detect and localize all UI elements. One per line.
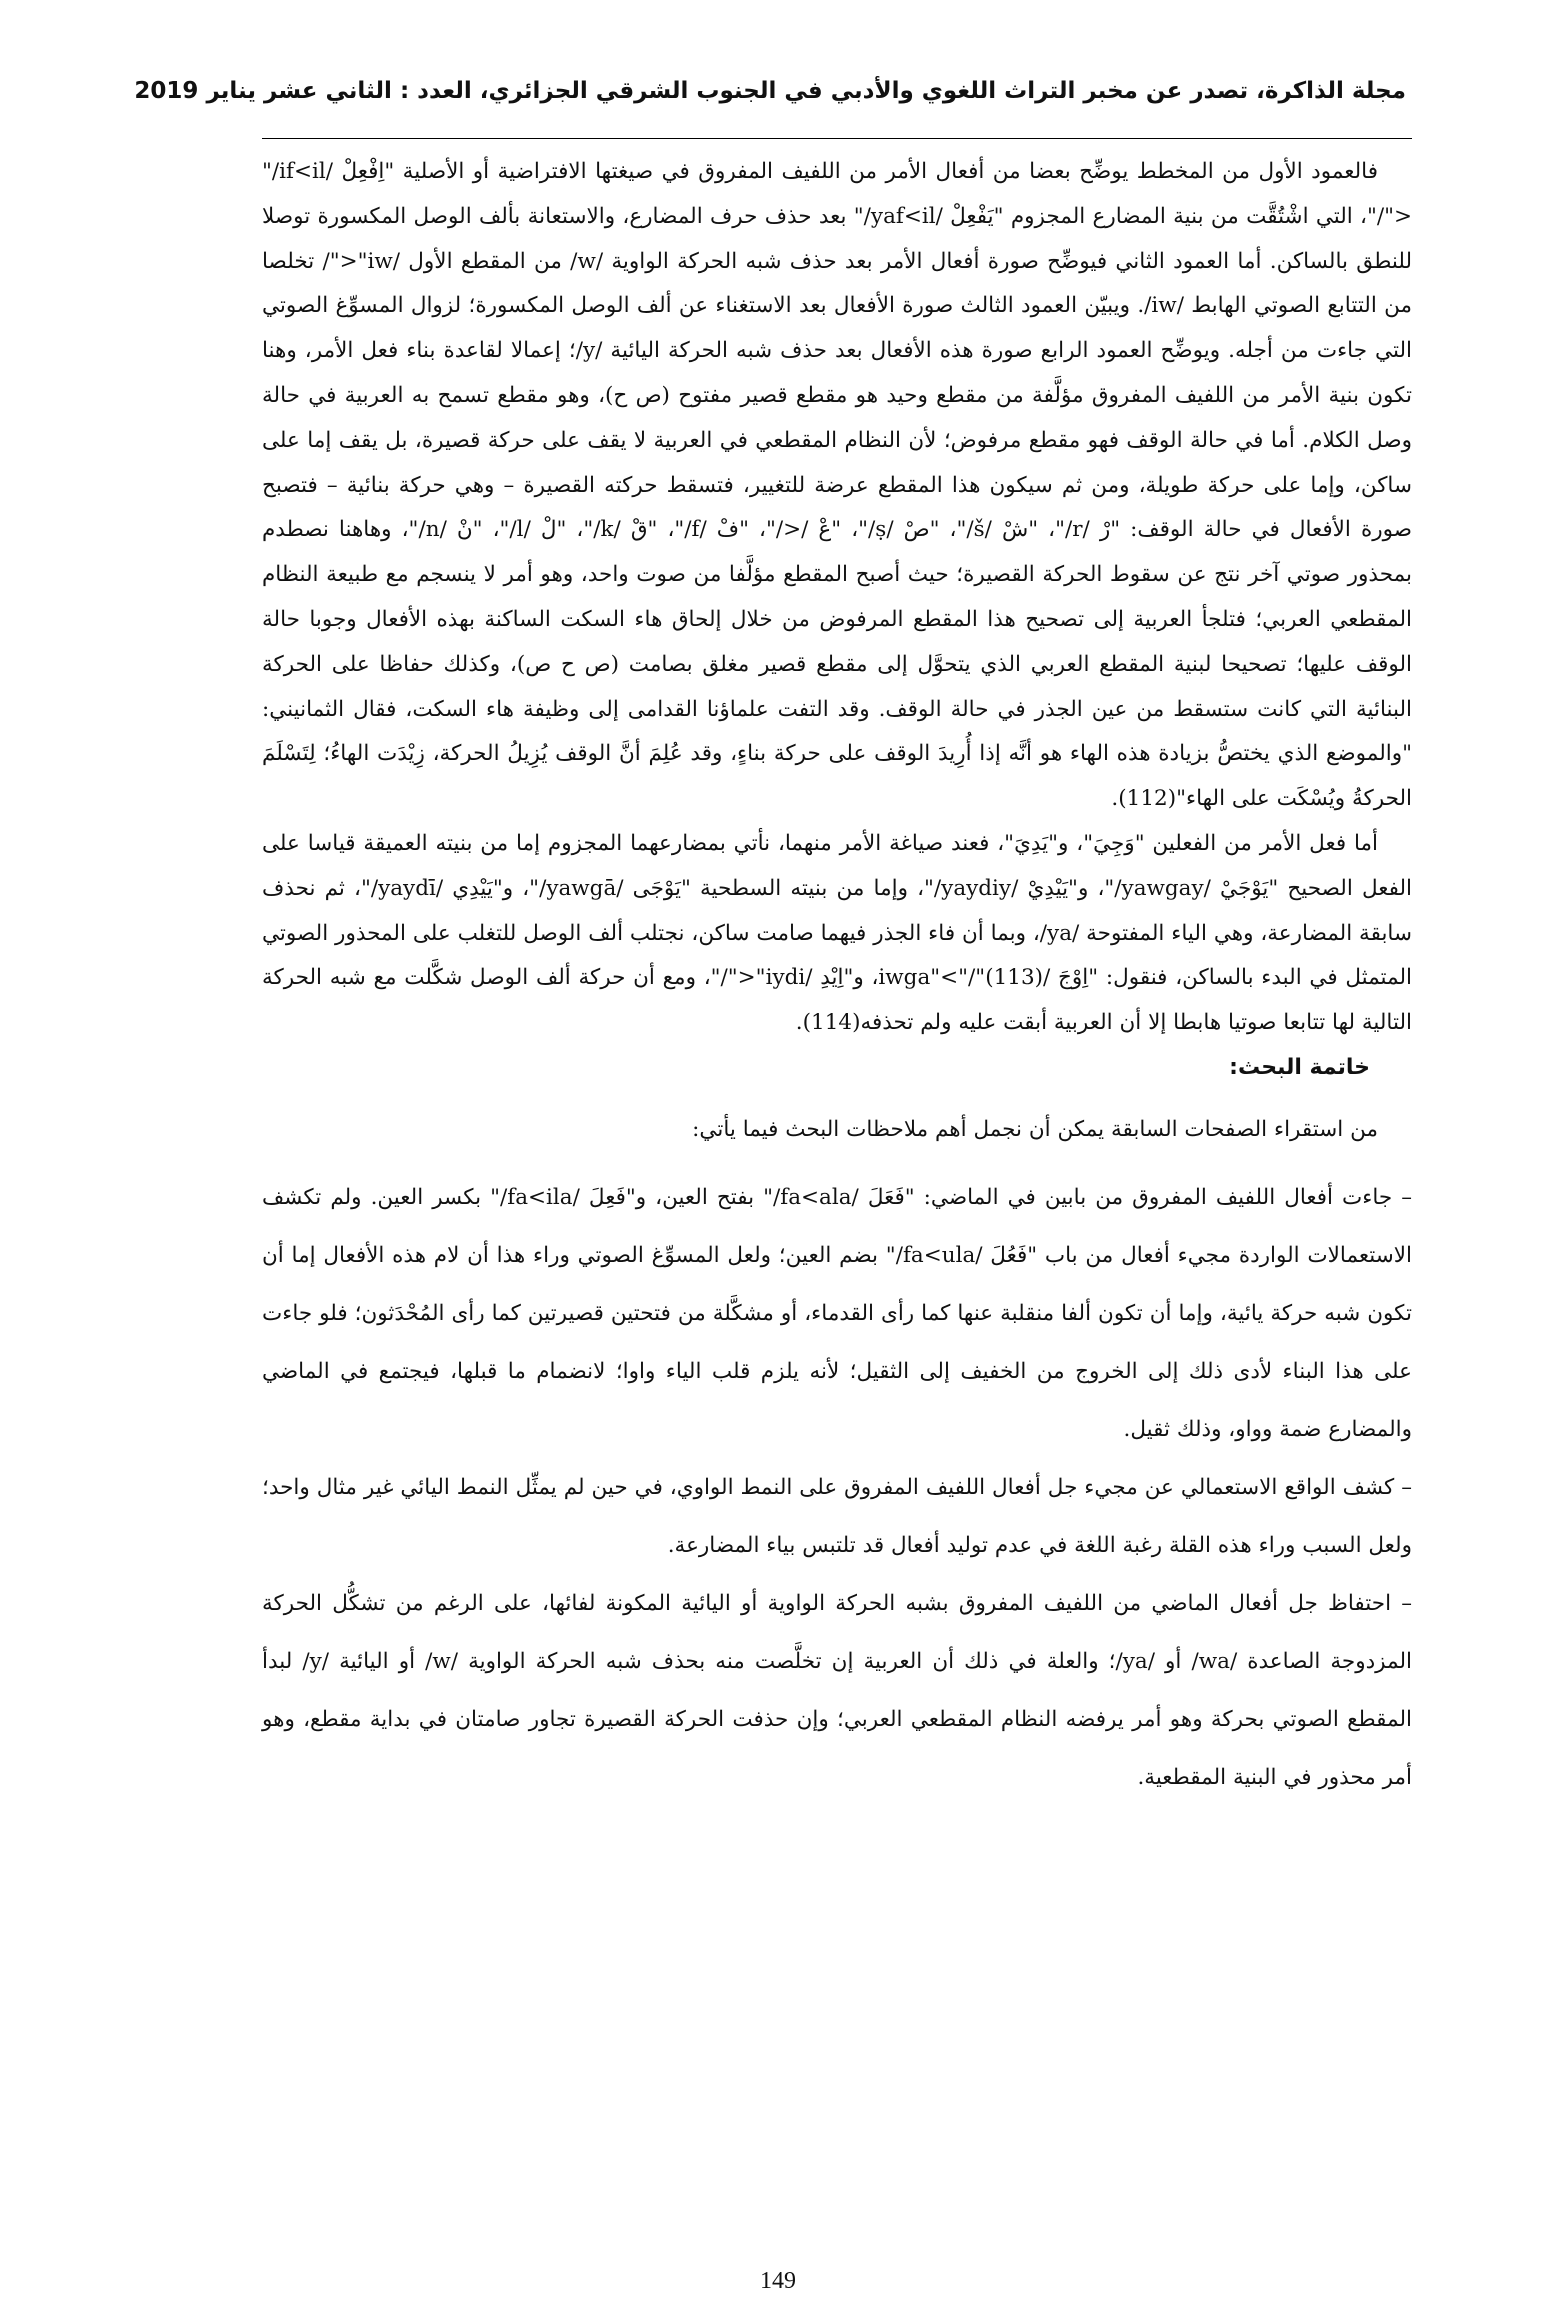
- conclusion-heading: خاتمة البحث:: [1229, 1054, 1370, 1080]
- conclusion-point: – جاءت أفعال اللفيف المفروق من بابين في الماضي: "فَعَلَ /fa<ala/" بفتح العين، و"فَعِلَ /fa<ila/" بكسر العين. ولم تكشف الاستعمالات الواردة مجيء أفعال من باب "فَعُلَ /fa<ula/" بضم العين؛ ولعل المسوِّغ الصوتي وراء هذا أن لام هذه الأفعال إما أن تكون شبه حركة يائية، وإما أن تكون ألفا منقلبة عنها كما رأى القدماء، أو مشكَّلة من فتحتين قصيرتين كما رأى المُحْدَثون؛ فلو جاءت على هذا البناء لأدى ذلك إلى الخروج من الخفيف إلى الثقيل؛ لأنه يلزم قلب الياء واوا؛ لانضمام ما قبلها، فيجتمع في الماضي والمضارع ضمة وواو، وذلك ثقيل.: [262, 1184, 1412, 1442]
- paragraph: أما فعل الأمر من الفعلين "وَجِيَ"، و"يَدِيَ"، فعند صياغة الأمر منهما، نأتي بمضارعهما المجزوم إما من بنيته العميقة قياسا على الفعل الصحيح "يَوْجَيْ /yawgay/"، و"يَيْدِيْ /yaydiy/"، وإما من بنيته السطحية "يَوْجَى /yawgā/"، و"يَيْدِي /yaydī/"، ثم نحذف سابقة المضارعة، وهي الياء المفتوحة /ya/، وبما أن فاء الجذر فيهما صامت ساكن، نجتلب ألف الوصل للتغلب على المحذور الصوتي المتمثل في البدء بالساكن، فنقول: "اِوْجَ /iwga"<"/"(113)، و"اِيْدِ /iydi"<"/"، ومع أن حركة ألف الوصل شكَّلت مع شبه الحركة التالية لها تتابعا صوتيا هابطا إلا أن العربية أبقت عليه ولم تحذفه(114).: [262, 830, 1412, 1036]
- conclusion-point: – كشف الواقع الاستعمالي عن مجيء جل أفعال اللفيف المفروق على النمط الواوي، في حين لم يمثِّل النمط اليائي غير مثال واحد؛ ولعل السبب وراء هذه القلة رغبة اللغة في عدم توليد أفعال قد تلتبس بياء المضارعة.: [262, 1474, 1412, 1558]
- paragraph: فالعمود الأول من المخطط يوضِّح بعضا من أفعال الأمر من اللفيف المفروق في صيغتها الافتراضية أو الأصلية "اِفْعِلْ /if<il/"<"/"، التي اشْتُقَّت من بنية المضارع المجزوم "يَفْعِلْ /yaf<il/" بعد حذف حرف المضارع، والاستعانة بألف الوصل المكسورة توصلا للنطق بالساكن. أما العمود الثاني فيوضِّح صورة أفعال الأمر بعد حذف شبه الحركة الواوية /w/ من المقطع الأول /iw"<"/ تخلصا من التتابع الصوتي الهابط /iw/. ويبيّن العمود الثالث صورة الأفعال بعد الاستغناء عن ألف الوصل المكسورة؛ لزوال المسوِّغ الصوتي التي جاءت من أجله. ويوضِّح العمود الرابع صورة هذه الأفعال بعد حذف شبه الحركة اليائية /y/؛ إعمالا لقاعدة بناء فعل الأمر، وهنا تكون بنية الأمر من اللفيف المفروق مؤلَّفة من مقطع وحيد هو مقطع قصير مفتوح (ص ح)، وهو مقطع تسمح به العربية في حالة وصل الكلام. أما في حالة الوقف فهو مقطع مرفوض؛ لأن النظام المقطعي في العربية لا يقف على حركة قصيرة، بل يقف إما على ساكن، وإما على حركة طويلة، ومن ثم سيكون هذا المقطع عرضة للتغيير، فتسقط حركته القصيرة – وهي حركة بنائية – فتصبح صورة الأفعال في حالة الوقف: "رْ /r/"، "شْ /š/"، "صْ /ṣ/"، "عْ /</"، "فْ /f/"، "قْ /k/"، "لْ /l/"، "نْ /n/"، وهاهنا نصطدم بمحذور صوتي آخر نتج عن سقوط الحركة القصيرة؛ حيث أصبح المقطع مؤلَّفا من صوت واحد، وهو أمر لا ينسجم مع طبيعة النظام المقطعي العربي؛ فتلجأ العربية إلى تصحيح هذا المقطع المرفوض من خلال إلحاق هاء السكت الساكنة بهذه الأفعال وجوبا حالة الوقف عليها؛ تصحيحا لبنية المقطع العربي الذي يتحوَّل إلى مقطع قصير مغلق بصامت (ص ح ص)، وكذلك حفاظا على الحركة البنائية التي كانت ستسقط من عين الجذر في حالة الوقف. وقد التفت علماؤنا القدامى إلى وظيفة هاء السكت، فقال الثمانيني: "والموضع الذي يختصُّ بزيادة هذه الهاء هو أنَّه إذا أُرِيدَ الوقف على حركة بناءٍ، وقد عُلِمَ أنَّ الوقف يُزِيلُ الحركة، زِيْدَت الهاءُ؛ لِتَسْلَمَ الحركةُ ويُسْكَت على الهاء"(112).: [262, 159, 1413, 812]
- page-number: 149: [760, 2268, 796, 2294]
- body-text: [262, 150, 1412, 1807]
- conclusion-intro: من استقراء الصفحات السابقة يمكن أن نجمل أهم ملاحظات البحث فيما يأتي:: [692, 1116, 1378, 1142]
- conclusion-point: – احتفاظ جل أفعال الماضي من اللفيف المفروق بشبه الحركة الواوية أو اليائية المكونة لفائها، على الرغم من تشكُّل الحركة المزدوجة الصاعدة /wa/ أو /ya/؛ والعلة في ذلك أن العربية إن تخلَّصت منه بحذف شبه الحركة الواوية /w/ أو اليائية /y/ لبدأ المقطع الصوتي بحركة وهو أمر يرفضه النظام المقطعي العربي؛ وإن حذفت الحركة القصيرة تجاور صامتان في بداية مقطع، وهو أمر محذور في البنية المقطعية.: [262, 1590, 1412, 1790]
- conclusion-section: [262, 1101, 1412, 1807]
- journal-header: مجلة الذاكرة، تصدر عن مخبر التراث اللغوي والأدبي في الجنوب الشرقي الجزائري، العدد : الثاني عشر يناير 2019: [134, 78, 1406, 104]
- header-divider: [262, 138, 1412, 139]
